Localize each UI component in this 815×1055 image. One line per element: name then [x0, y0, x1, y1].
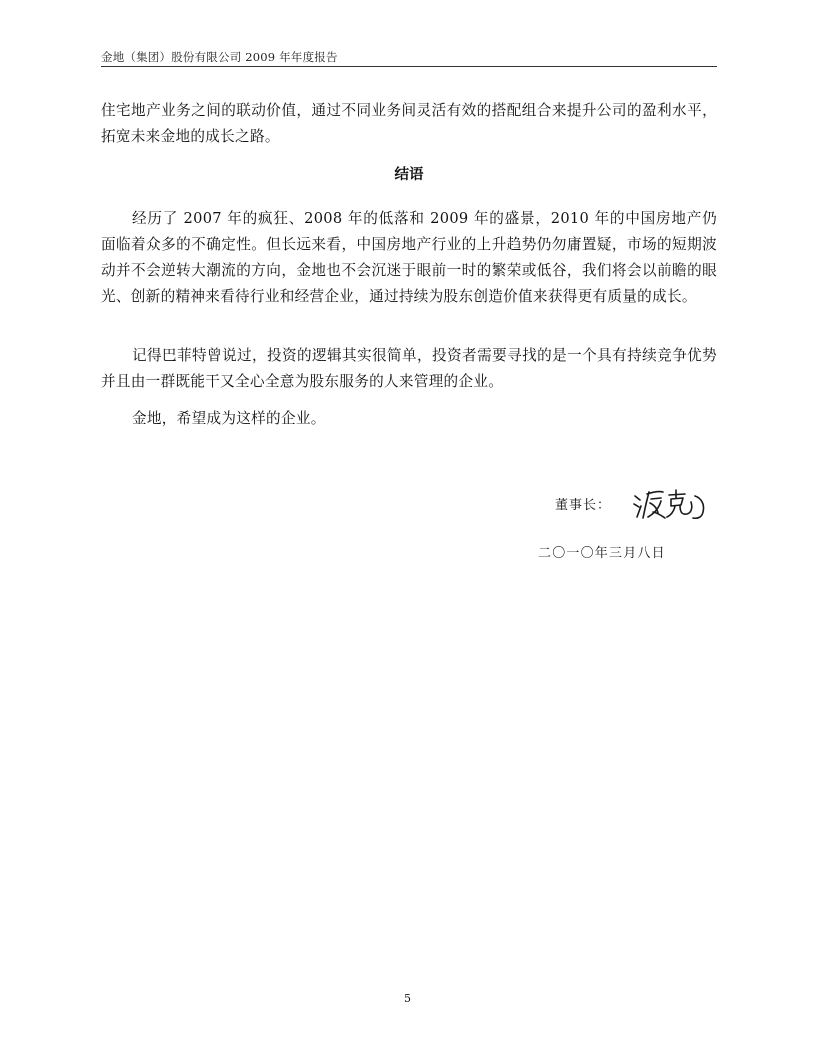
signature-date: 二〇一〇年三月八日: [538, 546, 666, 561]
handwritten-signature: [631, 486, 717, 522]
section-title: 结语: [394, 167, 424, 183]
page-number: 5: [404, 992, 411, 1005]
conclusion-paragraph-1: 经历了 2007 年的疯狂、2008 年的低落和 2009 年的盛景，2010 年的中国房地产仍面临着众多的不确定性。但长远来看，中国房地产行业的上升趋势仍勿庸置疑，市场的短期波动并不会逆转大潮流的方向，金地也不会沉迷于眼前一时的繁荣或低谷，我们将会以前瞻的眼光、创新的精神来看待行业和经营企业，通过持续为股东创造价值来获得更有质量的成长。: [101, 210, 717, 305]
header-divider: [101, 66, 717, 67]
signature-block: [555, 486, 735, 526]
intro-paragraph: 住宅地产业务之间的联动价值，通过不同业务间灵活有效的搭配组合来提升公司的盈利水平，拓宽未来金地的成长之路。: [101, 102, 717, 145]
chairman-label: 董事长：: [555, 498, 612, 513]
conclusion-paragraph-3: 金地，希望成为这样的企业。: [132, 410, 326, 427]
conclusion-paragraph-2: 记得巴菲特曾说过，投资的逻辑其实很简单，投资者需要寻找的是一个具有持续竞争优势并且由一群既能干又全心全意为股东服务的人来管理的企业。: [101, 347, 717, 390]
report-header: 金地（集团）股份有限公司 2009 年年度报告: [101, 50, 338, 64]
